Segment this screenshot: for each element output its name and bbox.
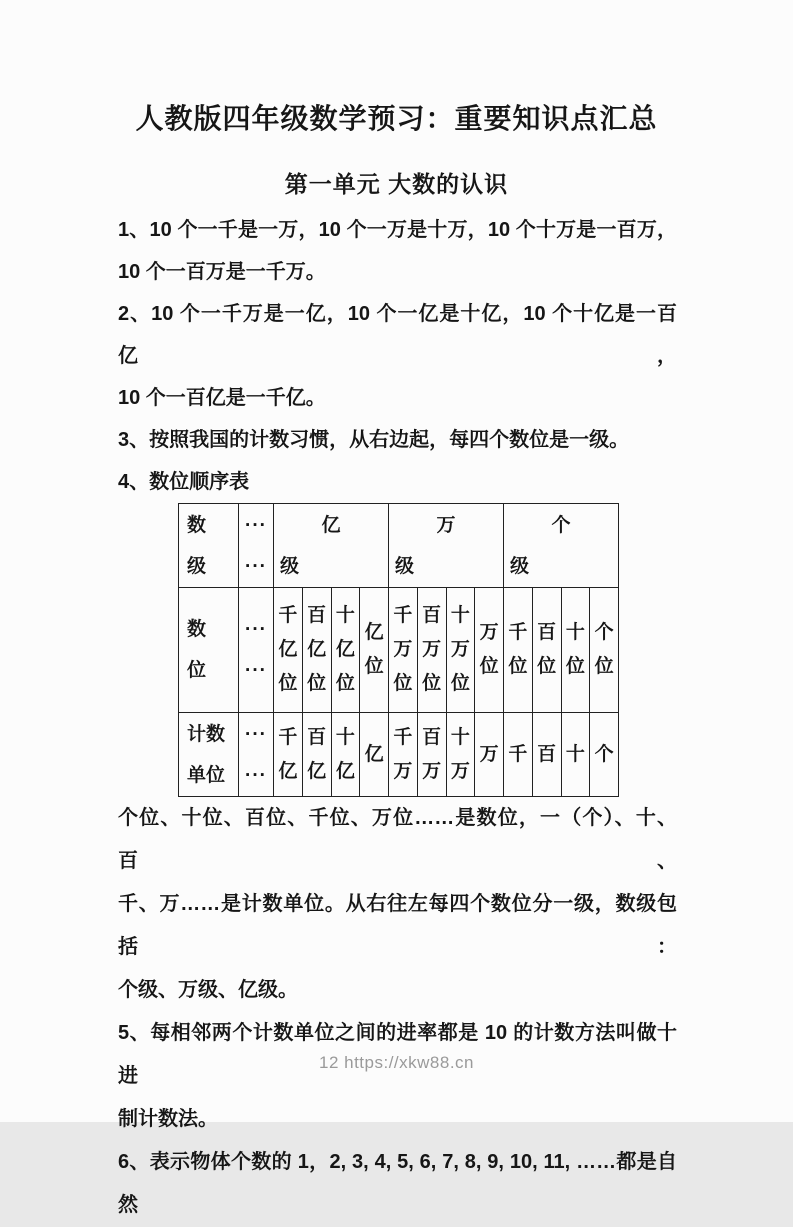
ellipsis-cell (239, 588, 274, 713)
document-body (0, 209, 793, 1227)
doc-title: 人教版四年级数学预习：重要知识点汇总 (135, 103, 658, 134)
level-group-name: 亿 (321, 514, 341, 536)
digit-place-cell: 个位 (590, 588, 619, 713)
table-row-counting-units (179, 713, 619, 797)
counting-unit-cell: 百万 (417, 713, 446, 797)
text-line: 6、表示物体个数的 1，2, 3, 4, 5, 6, 7, 8, 9, 10, 11, ……都是自然 (118, 1151, 677, 1216)
text-line: 10 个一百亿是一千亿。 (118, 387, 326, 409)
text-line: 1、10 个一千是一万，10 个一万是十万，10 个十万是一百万， (118, 219, 677, 241)
digit-place-cell: 百位 (532, 588, 561, 713)
ellipsis-text: ··· (245, 660, 267, 681)
counting-unit-cell: 十万 (446, 713, 475, 797)
table-row-number-levels (179, 504, 619, 588)
digit-place-cell: 十万位 (446, 588, 475, 713)
row-label-text: 位 (187, 660, 207, 681)
counting-unit-cell: 十亿 (331, 713, 360, 797)
row-label-text: 数 (187, 514, 207, 536)
paragraph-5 (118, 797, 677, 1012)
counting-unit-cell: 百 (532, 713, 561, 797)
counting-unit-cell: 万 (475, 713, 504, 797)
text-line: 制计数法。 (118, 1108, 218, 1130)
text-line: 10 个一百万是一千万。 (118, 261, 326, 283)
paragraph-7 (118, 1141, 677, 1227)
text-line: 5、每相邻两个计数单位之间的进率都是 10 的计数方法叫做十进 (118, 1022, 677, 1087)
digit-place-cell: 千万位 (389, 588, 418, 713)
row-label-text: 级 (187, 555, 207, 577)
paragraph-2 (118, 293, 677, 419)
ellipsis-text: ··· (245, 619, 267, 640)
level-group-suffix: 级 (510, 555, 530, 577)
level-group-suffix: 级 (395, 555, 415, 577)
row-label-cell (179, 713, 239, 797)
text-line: 个位、十位、百位、千位、万位……是数位，一（个）、十、百、 (118, 807, 677, 872)
level-group-cell-ge (504, 504, 619, 588)
ellipsis-text: ··· (245, 555, 267, 577)
paragraph-1 (118, 209, 677, 293)
row-label-cell (179, 588, 239, 713)
counting-unit-cell: 亿 (360, 713, 389, 797)
level-group-cell-wan (389, 504, 504, 588)
page-footer: 12 https://xkw88.cn (318, 1053, 475, 1072)
text-line: 个级、万级、亿级。 (118, 979, 298, 1001)
text-line: 千、万……是计数单位。从右往左每四个数位分一级，数级包括： (118, 893, 677, 958)
ellipsis-text: ··· (245, 723, 267, 745)
paragraph-3 (118, 419, 677, 461)
text-line: 4、数位顺序表 (118, 471, 250, 493)
counting-unit-cell: 千 (504, 713, 533, 797)
row-label-text: 计数 (187, 723, 226, 745)
text-line: 2、10 个一千万是一亿，10 个一亿是十亿，10 个十亿是一百亿， (118, 303, 677, 367)
row-label-cell (179, 504, 239, 588)
row-label-text: 单位 (187, 764, 226, 786)
place-value-table (178, 503, 619, 797)
digit-place-cell: 亿位 (360, 588, 389, 713)
counting-unit-cell: 千亿 (274, 713, 303, 797)
ellipsis-cell (239, 504, 274, 588)
ellipsis-text: ··· (245, 764, 267, 786)
counting-unit-cell: 个 (590, 713, 619, 797)
row-label-text: 数 (187, 619, 207, 640)
section-title: 第一单元 大数的认识 (284, 171, 509, 197)
digit-place-cell: 十位 (561, 588, 590, 713)
digit-place-cell: 百亿位 (302, 588, 331, 713)
level-group-name: 万 (436, 514, 456, 536)
digit-place-cell: 千亿位 (274, 588, 303, 713)
paragraph-6 (118, 1012, 677, 1141)
level-group-suffix: 级 (280, 555, 300, 577)
text-line: 3、按照我国的计数习惯，从右边起，每四个数位是一级。 (118, 429, 630, 451)
ellipsis-text: ··· (245, 514, 267, 536)
counting-unit-cell: 千万 (389, 713, 418, 797)
digit-place-cell: 万位 (475, 588, 504, 713)
level-group-name: 个 (551, 514, 571, 536)
ellipsis-cell (239, 713, 274, 797)
counting-unit-cell: 十 (561, 713, 590, 797)
digit-place-cell: 千位 (504, 588, 533, 713)
digit-place-cell: 十亿位 (331, 588, 360, 713)
digit-place-cell: 百万位 (417, 588, 446, 713)
counting-unit-cell: 百亿 (302, 713, 331, 797)
level-group-cell-yi (274, 504, 389, 588)
paragraph-4 (118, 461, 677, 503)
table-row-digit-places (179, 588, 619, 713)
